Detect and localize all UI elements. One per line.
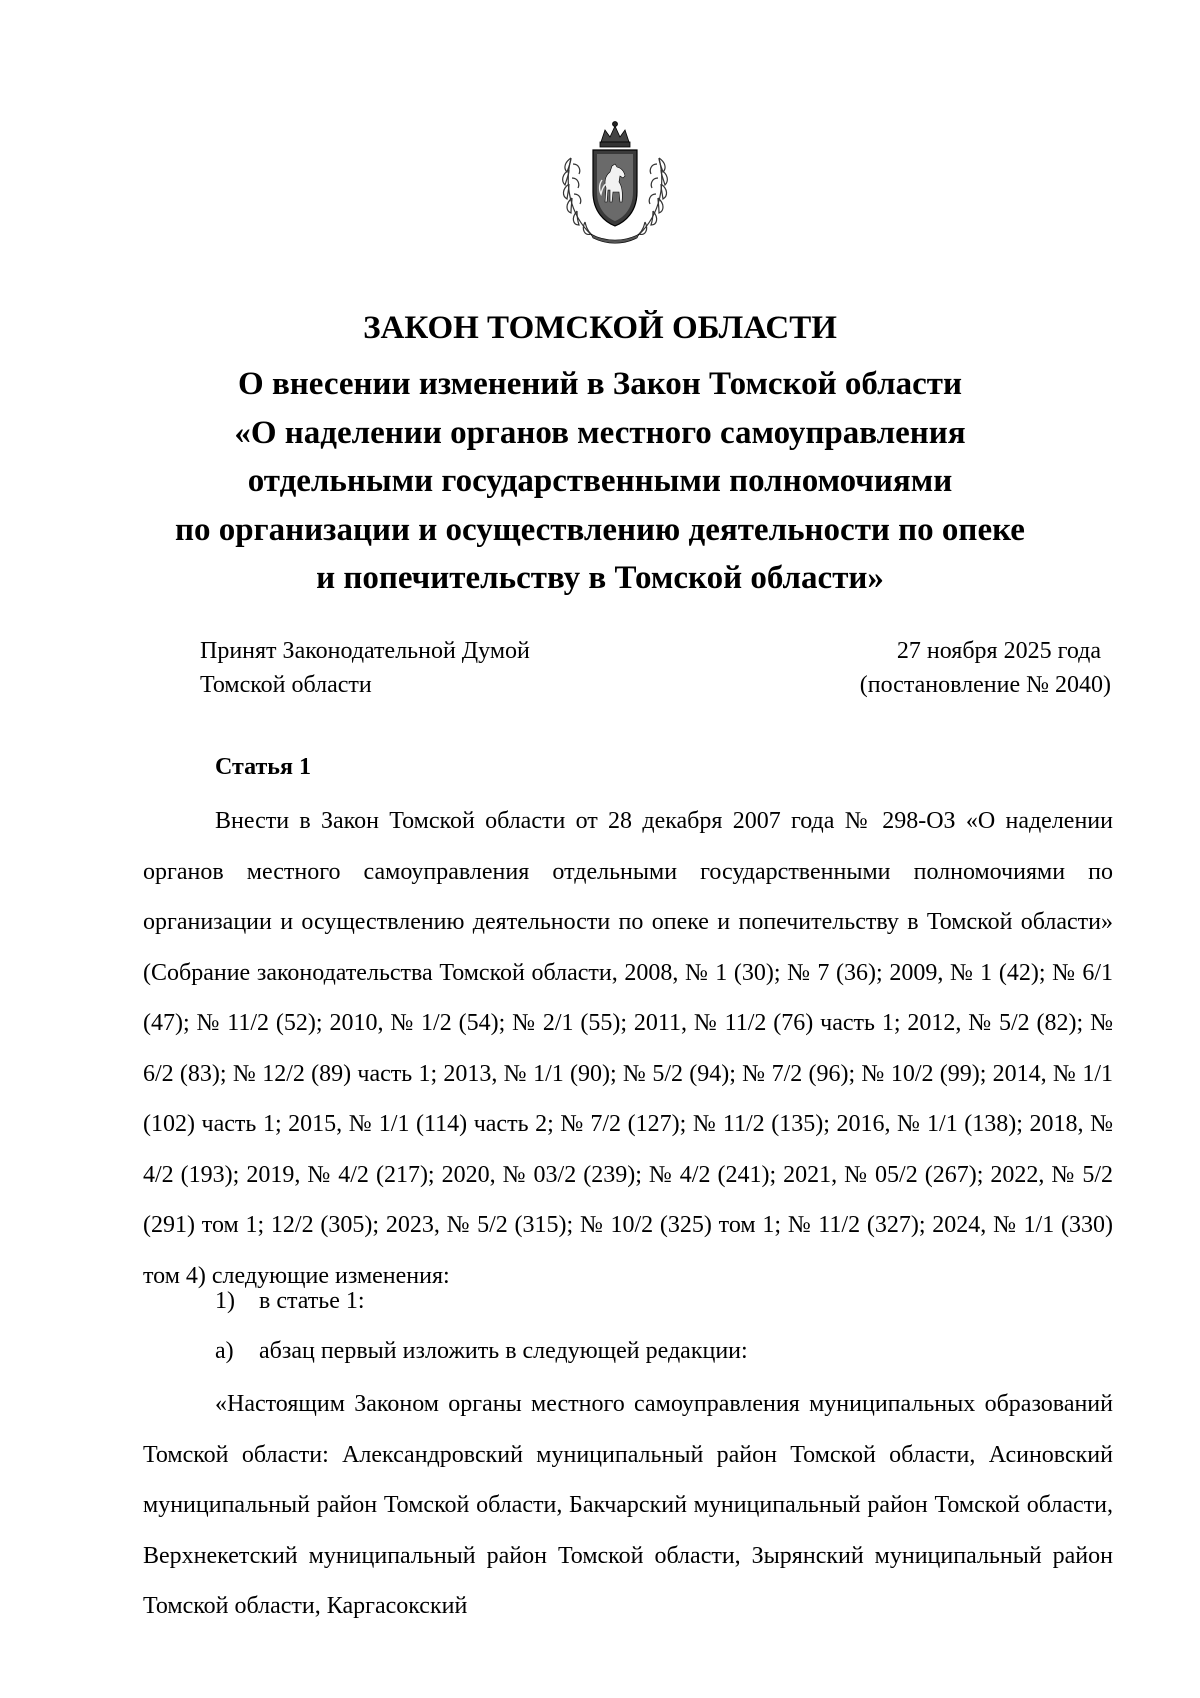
list-item-text: абзац первый изложить в следующей редакции: bbox=[259, 1338, 748, 1364]
list-item-text: в статье 1: bbox=[259, 1288, 365, 1314]
adoption-authority-line2: Томской области bbox=[200, 672, 372, 698]
list-item-letter: а) bbox=[215, 1338, 234, 1364]
law-subtitle-line: и попечительству в Томской области» bbox=[316, 560, 884, 596]
article-heading: Статья 1 bbox=[215, 754, 311, 780]
law-subtitle-line: по организации и осуществлению деятельности по опеке bbox=[175, 511, 1025, 548]
quoted-paragraph: «Настоящим Законом органы местного самоуправления муниципальных образований Томской области: Александровский муниципальный район Томской области, Асиновский муниципальный район Томской области, Бакчарский муниципальный район Томской области, Верхнекетский муниципальный район Томской области, Зырянский муниципальный район Томской области, Каргасокский bbox=[143, 1391, 1113, 1619]
resolution-number: (постановление № 2040) bbox=[859, 672, 1111, 698]
law-title: ЗАКОН ТОМСКОЙ ОБЛАСТИ bbox=[363, 310, 837, 346]
list-item-1 bbox=[215, 1284, 365, 1318]
tomsk-oblast-coat-of-arms-icon bbox=[555, 120, 675, 246]
adoption-date-block bbox=[860, 634, 1111, 702]
adoption-date: 27 ноября 2025 года bbox=[896, 638, 1101, 664]
law-subtitle-line: отдельными государственными полномочиями bbox=[247, 463, 953, 499]
adoption-authority bbox=[200, 634, 530, 702]
law-subtitle-line: О внесении изменений в Закон Томской области bbox=[238, 366, 962, 402]
list-item-a bbox=[215, 1334, 748, 1368]
title-block bbox=[100, 306, 1100, 603]
list-item-number: 1) bbox=[215, 1288, 235, 1314]
law-subtitle-line: «О наделении органов местного самоуправления bbox=[234, 414, 966, 451]
adoption-authority-line1: Принят Законодательной Думой bbox=[200, 638, 530, 664]
article-intro-paragraph: Внести в Закон Томской области от 28 декабря 2007 года № 298-ОЗ «О наделении органов местного самоуправления отдельными государственными полномочиями по организации и осуществлению деятельности по опеке и попечительству в Томской области» (Собрание законодательства Томской области, 2008, № 1 (30); № 7 (36); 2009, № 1 (42); № 6/1 (47); № 11/2 (52); 2010, № 1/2 (54); № 2/1 (55); 2011, № 11/2 (76) часть 1; 2012, № 5/2 (82); № 6/2 (83); № 12/2 (89) часть 1; 2013, № 1/1 (90); № 5/2 (94); № 7/2 (96); № 10/2 (99); 2014, № 1/1 (102) часть 1; 2015, № 1/1 (114) часть 2; № 7/2 (127); № 11/2 (135); 2016, № 1/1 (138); 2018, № 4/2 (193); 2019, № 4/2 (217); 2020, № 03/2 (239); № 4/2 (241); 2021, № 05/2 (267); 2022, № 5/2 (291) том 1; 12/2 (305); 2023, № 5/2 (315); № 10/2 (325) том 1; № 11/2 (327); 2024, № 1/1 (330) том 4) следующие изменения: bbox=[143, 808, 1113, 1289]
